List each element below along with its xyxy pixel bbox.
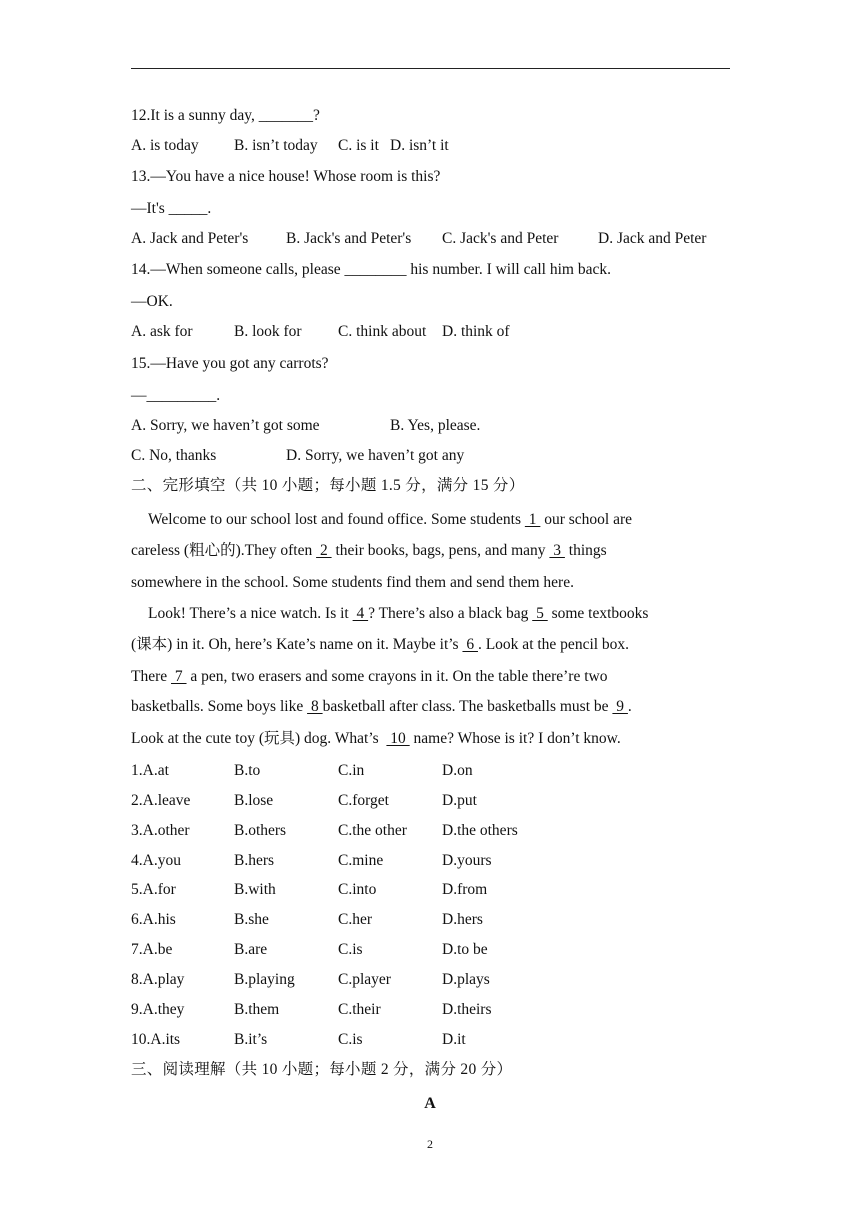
option-a: 8.A.play	[131, 971, 185, 988]
passage-line: There 7 a pen, two erasers and some crayons in it. On the table there’re two	[131, 668, 608, 685]
option-d: D.theirs	[442, 1001, 492, 1018]
option-c: C. No, thanks	[131, 447, 217, 464]
option-b: B. look for	[234, 323, 302, 340]
blank-3: 3	[549, 542, 565, 559]
option-b: B.she	[234, 911, 269, 928]
question-14-stem: 14.—When someone calls, please ________ his number. I will call him back.	[131, 261, 611, 278]
question-12-stem: 12.It is a sunny day, _______?	[131, 107, 320, 124]
option-a: A. is today	[131, 137, 199, 154]
question-15-stem: 15.—Have you got any carrots?	[131, 355, 329, 372]
question-13-reply: —It's _____.	[131, 200, 212, 217]
option-c: C.player	[338, 971, 391, 988]
option-c: C. Jack's and Peter	[442, 230, 559, 247]
blank-5: 5	[532, 605, 548, 622]
passage-line: somewhere in the school. Some students find them and send them here.	[131, 574, 574, 591]
option-c: C.is	[338, 941, 363, 958]
blank-4: 4	[352, 605, 369, 622]
option-a: A. Sorry, we haven’t got some	[131, 417, 320, 434]
option-c: C.forget	[338, 792, 389, 809]
option-d: D.hers	[442, 911, 483, 928]
option-a: 1.A.at	[131, 762, 169, 779]
option-b: B.it’s	[234, 1031, 268, 1048]
option-a: 7.A.be	[131, 941, 173, 958]
option-b: B.with	[234, 881, 276, 898]
blank-10: 10	[386, 730, 410, 747]
passage-line: (课本) in it. Oh, here’s Kate’s name on it. Maybe it’s 6 . Look at the pencil box.	[131, 636, 630, 653]
option-d: D.put	[442, 792, 477, 809]
passage-line: Look at the cute toy (玩具) dog. What’s 10 name? Whose is it? I don’t know.	[131, 730, 621, 747]
blank-7: 7	[171, 668, 187, 685]
option-d: D.the others	[442, 822, 518, 839]
option-d: D.plays	[442, 971, 490, 988]
option-d: D. Jack and Peter	[598, 230, 707, 247]
option-d: D.yours	[442, 852, 492, 869]
option-c: C. think about	[338, 323, 427, 340]
option-b: B. Yes, please.	[390, 417, 481, 434]
option-c: C.her	[338, 911, 373, 928]
reading-part-label: A	[424, 1095, 436, 1112]
option-a: 2.A.leave	[131, 792, 191, 809]
option-a: 3.A.other	[131, 822, 190, 839]
option-d: D. isn’t it	[390, 137, 449, 154]
passage-line: basketballs. Some boys like 8 basketball after class. The basketballs must be 9 .	[131, 698, 632, 715]
option-b: B.others	[234, 822, 287, 839]
option-d: D. think of	[442, 323, 510, 340]
option-c: C.their	[338, 1001, 381, 1018]
option-b: B. Jack's and Peter's	[286, 230, 412, 247]
option-b: B.lose	[234, 792, 274, 809]
option-b: B.are	[234, 941, 268, 958]
option-b: B.hers	[234, 852, 275, 869]
blank-9: 9	[612, 698, 628, 715]
question-14-reply: —OK.	[131, 293, 173, 310]
option-d: D.from	[442, 881, 488, 898]
option-a: 6.A.his	[131, 911, 176, 928]
option-a: A. ask for	[131, 323, 193, 340]
option-b: B.to	[234, 762, 261, 779]
option-b: B. isn’t today	[234, 137, 318, 154]
blank-1: 1	[524, 511, 541, 528]
header-rule	[131, 68, 730, 69]
option-c: C.is	[338, 1031, 363, 1048]
option-c: C.in	[338, 762, 365, 779]
passage-line: Look! There’s a nice watch. Is it 4 ? There’s also a black bag 5 some textbooks	[148, 605, 649, 622]
option-d: D.on	[442, 762, 473, 779]
option-a: 9.A.they	[131, 1001, 185, 1018]
option-a: A. Jack and Peter's	[131, 230, 249, 247]
option-c: C.the other	[338, 822, 407, 839]
question-13-stem: 13.—You have a nice house! Whose room is this?	[131, 168, 441, 185]
option-a: 4.A.you	[131, 852, 181, 869]
option-a: 5.A.for	[131, 881, 176, 898]
passage-line: Welcome to our school lost and found office. Some students 1 our school are	[148, 511, 633, 528]
blank-2: 2	[316, 542, 332, 559]
option-c: C. is it	[338, 137, 379, 154]
option-d: D.it	[442, 1031, 466, 1048]
section-2-heading: 二、完形填空（共 10 小题；每小题 1.5 分，满分 15 分）	[131, 477, 525, 494]
option-c: C.into	[338, 881, 377, 898]
passage-line: careless (粗心的).They often 2 their books, bags, pens, and many 3 things	[131, 542, 607, 559]
option-b: B.them	[234, 1001, 280, 1018]
section-3-heading: 三、阅读理解（共 10 小题；每小题 2 分，满分 20 分）	[131, 1061, 513, 1078]
option-d: D. Sorry, we haven’t got any	[286, 447, 465, 464]
question-15-reply: —_________.	[131, 387, 221, 404]
option-c: C.mine	[338, 852, 384, 869]
page-number: 2	[427, 1137, 433, 1151]
option-d: D.to be	[442, 941, 488, 958]
blank-8: 8	[307, 698, 323, 715]
blank-6: 6	[462, 636, 478, 653]
option-a: 10.A.its	[131, 1031, 181, 1048]
option-b: B.playing	[234, 971, 295, 988]
